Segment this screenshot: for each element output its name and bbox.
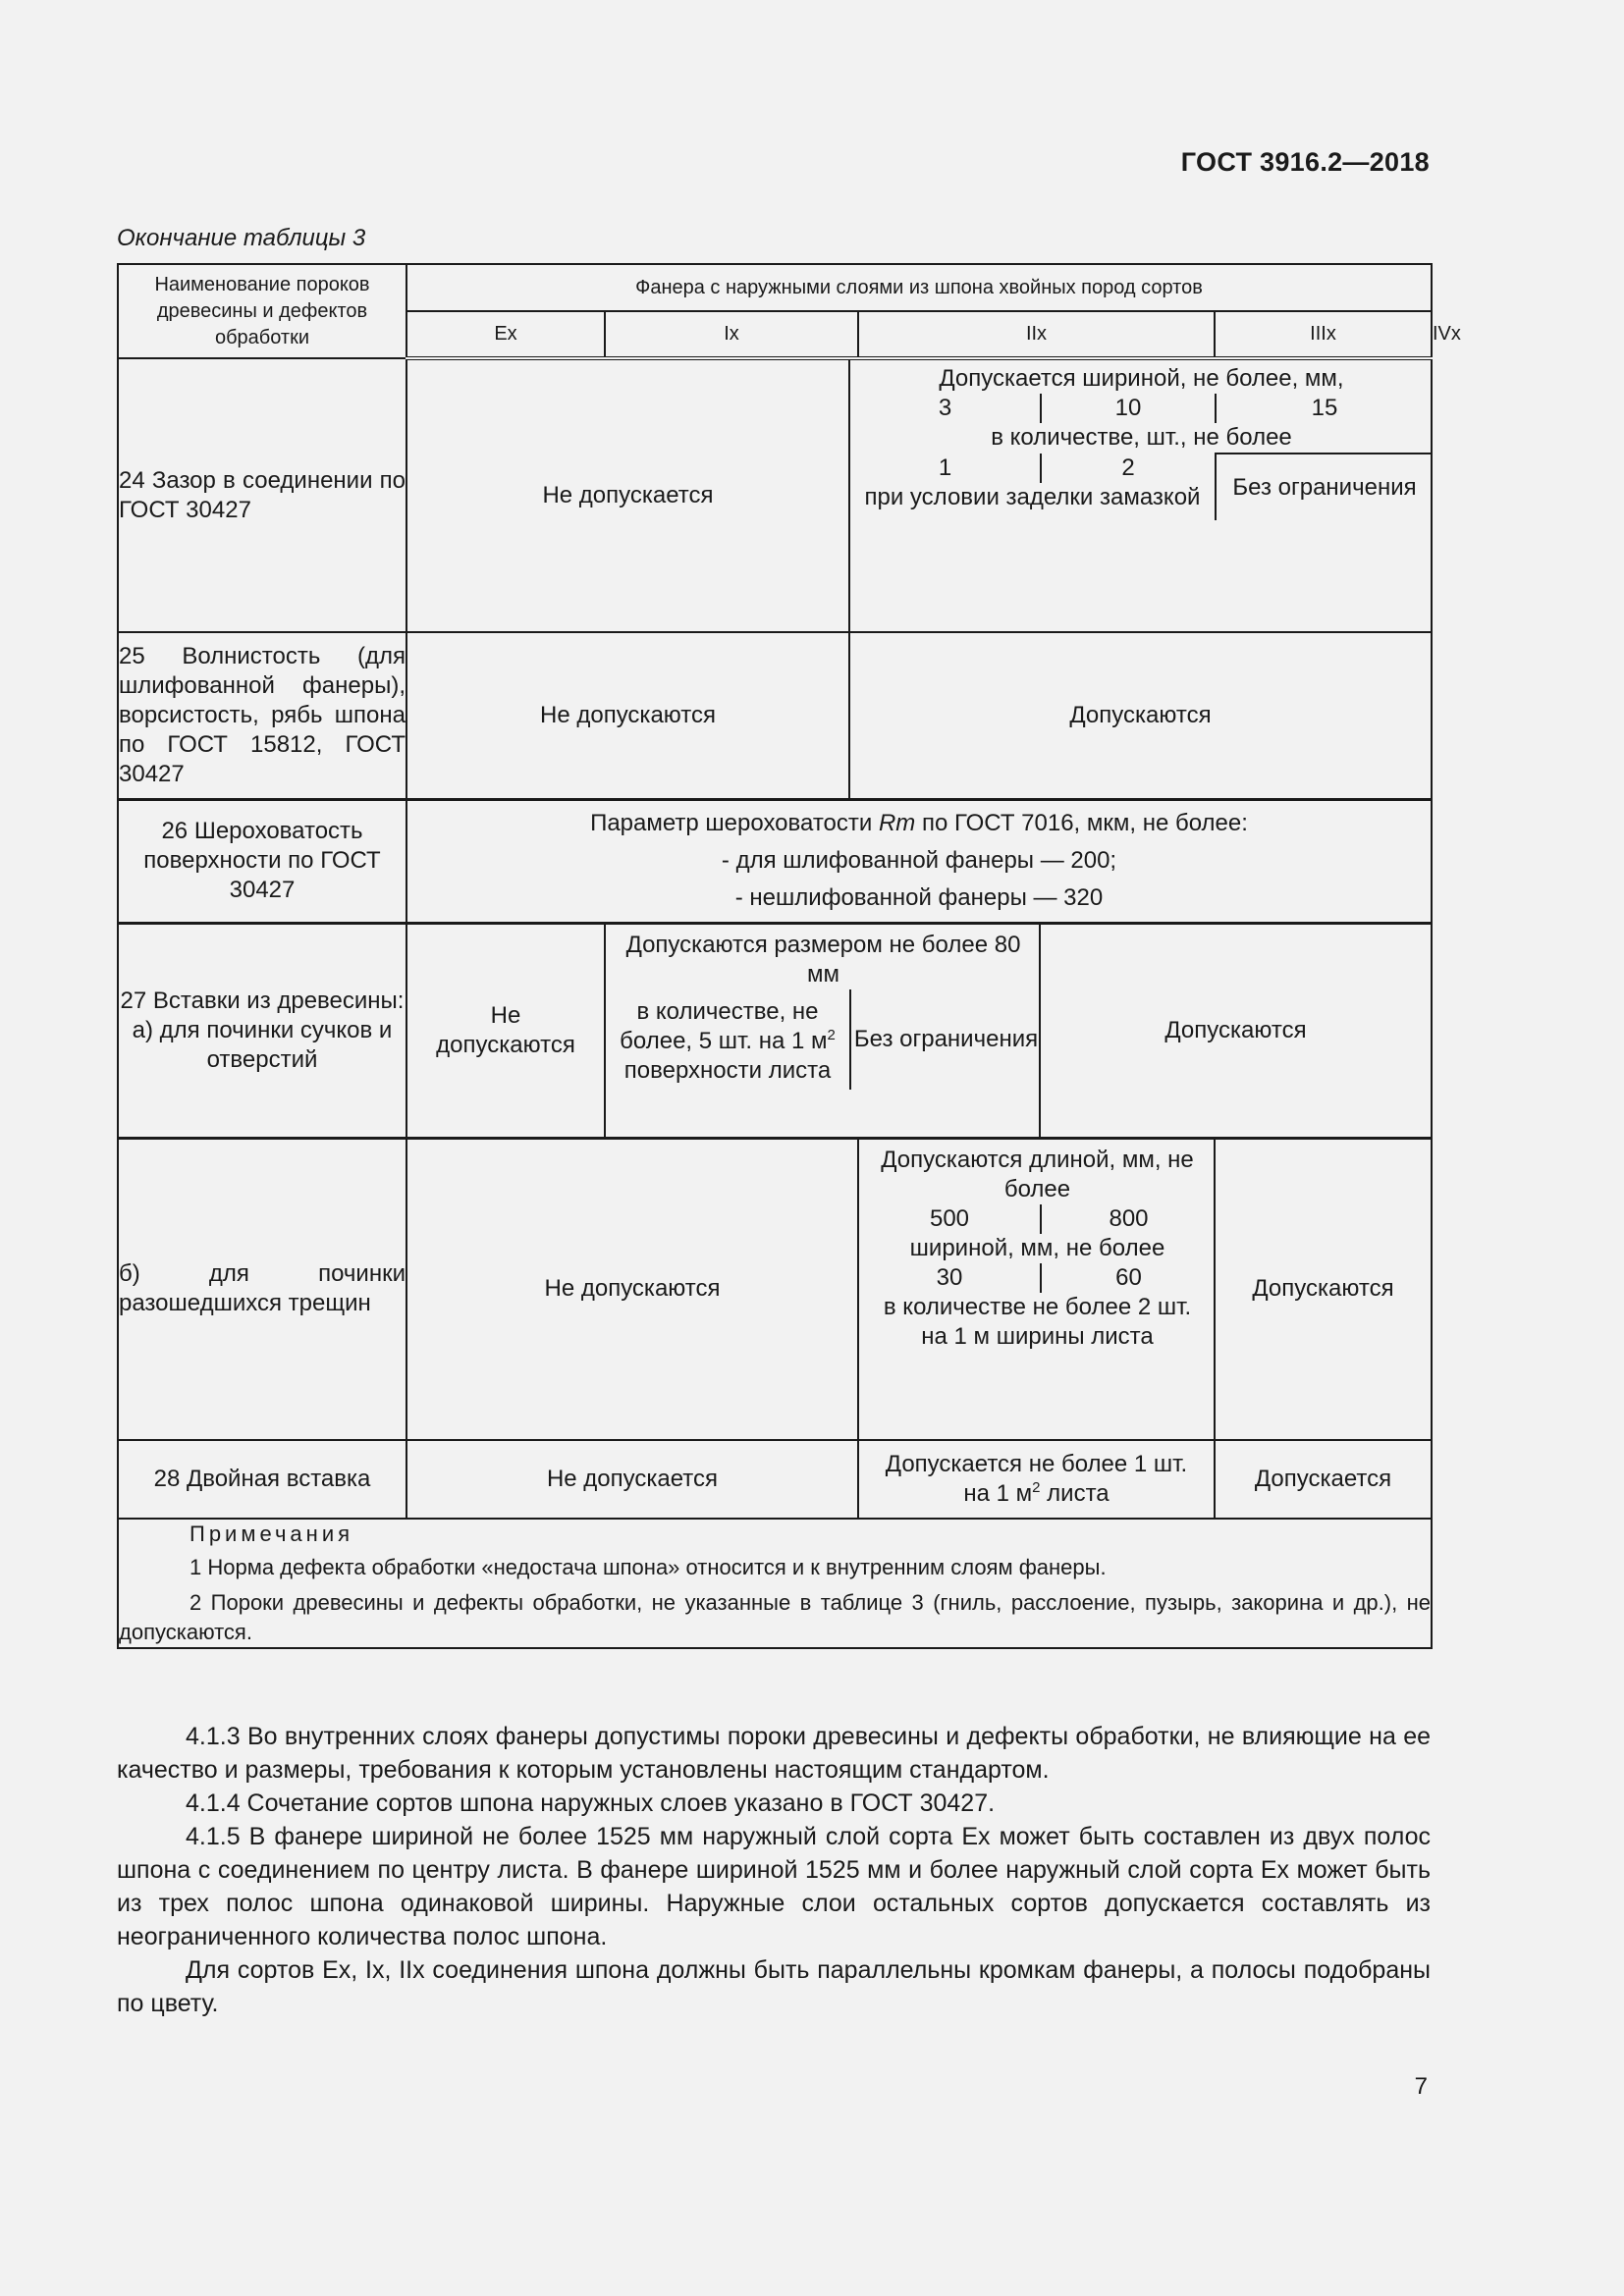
row-name: 24 Зазор в соединении по ГОСТ 30427: [118, 358, 406, 632]
row27-title: 27 Вставки из древесины:: [120, 987, 405, 1014]
cracks-width-iiix: 60: [1041, 1263, 1216, 1293]
cell-roughness: [406, 799, 1432, 923]
notes-row: [118, 1519, 1432, 1648]
clause-4-1-5-cont: Для сортов Ex, Ix, IIx соединения шпона должны быть параллельны кромкам фанеры, а полосы подобраны по цвету.: [117, 1956, 1431, 2017]
cell-ex-ix: Не допускаются: [406, 632, 849, 799]
col-header-group: Фанера с наружными слоями из шпона хвойных пород сортов: [406, 264, 1432, 311]
cell-iix-iiix: [858, 1138, 1215, 1440]
note-2: 2 Пороки древесины и дефекты обработки, не указанные в таблице 3 (гниль, расслоение, пузырь, закорина и др.), не допускаются.: [119, 1590, 1431, 1644]
roughness-param-pre: Параметр шероховатости: [590, 810, 879, 836]
notes-title: Примечания: [189, 1522, 354, 1546]
grade-ix: Ix: [605, 311, 858, 358]
roughness-item-sanded: - для шлифованной фанеры — 200;: [721, 847, 1117, 874]
row-name: 26 Шероховатость поверхности по ГОСТ 30427: [118, 799, 406, 923]
cell-ivx: Допускаются: [1215, 1138, 1432, 1440]
gap-width-iiix: 10: [1041, 394, 1216, 423]
note-1: 1 Норма дефекта обработки «недостача шпона» относится и к внутренним слоям фанеры.: [189, 1555, 1107, 1579]
cracks-subtable: [859, 1146, 1216, 1358]
table-row: [118, 632, 1432, 799]
gap-unlimited: Без ограничения: [1216, 454, 1433, 520]
table-caption: Окончание таблицы 3: [117, 225, 366, 251]
cracks-width-label: шириной, мм, не более: [909, 1234, 1165, 1261]
cracks-length-iix: 500: [929, 1204, 970, 1232]
row27-sub-a: а) для починки сучков и отверстий: [132, 1016, 393, 1073]
roughness-param-post: по ГОСТ 7016, мкм, не более:: [915, 810, 1248, 836]
defects-table: Наименование пороков древесины и дефектов обработки Фанера с наружными слоями из шпона хвойных пород сортов Ex Ix IIx IIIx IVx 24 Зазор в соединении по ГОСТ 30427 Не допускается Допускается шириной, не более, мм, 3 10 15 в количестве, шт., не более 1 2 Без ограничения при условии заделки замазкой 25 Волнистость (для шлифованной фанеры), ворсистость, рябь шпона по ГОСТ 15812, ГОСТ 30427 Не допускаются Допускаются 26 Шероховатость поверхности по ГОСТ 30427 Параметр шероховатости Rm по ГОСТ 7016, мкм, не более: - для шлифованной фанеры — 200; - нешлифованной фанеры — 320 27 Вставки из древесины: а) для починки сучков и отверстий Не допускаются Допускаются размером не более 80 мм в количестве, не более, 5 шт. на 1 $м^2$ поверхности листа Без ограничения Допускаются б) для починки разошедшихся трещин Не допускаются Допускаются длиной, мм, не более 500 800 шириной, мм, не более 30 60 в количестве не более 2 шт. на 1 м ширины листа Допускаются 28 Двойная вставка Не допускается Допускается не более 1 шт. на 1 $м^2$ листа Допускается Примечания 1 Норма дефекта обработки «недостача шпона» относится и к внутренним слоям фанеры. 2 Пороки древесины и дефекты обработки, не указанные в таблице 3 (гниль, расслоение, пузырь, закорина и др.), не допускаются.: [117, 263, 1433, 1649]
clause-4-1-4: 4.1.4 Сочетание сортов шпона наружных слоев указано в ГОСТ 30427.: [186, 1789, 996, 1817]
gap-qty-iix: 1: [938, 454, 952, 481]
page-number: 7: [1414, 2073, 1428, 2100]
row-name: 25 Волнистость (для шлифованной фанеры), ворсистость, рябь шпона по ГОСТ 15812, ГОСТ 30427: [118, 632, 406, 799]
row-name: [118, 923, 406, 1138]
cell-ivx: Допускается: [1215, 1440, 1432, 1519]
clause-4-1-3: 4.1.3 Во внутренних слоях фанеры допустимы пороки древесины и дефекты обработки, не влияющие на ее качество и размеры, требования к которым установлены настоящим стандартом.: [117, 1723, 1431, 1784]
cracks-width-iix: 30: [936, 1263, 963, 1291]
standard-code: ГОСТ 3916.2—2018: [1180, 147, 1430, 177]
roughness-symbol: Rm: [878, 810, 916, 836]
grade-iix: IIx: [858, 311, 1215, 358]
grade-iiix: IIIx: [1215, 311, 1432, 358]
cell-ex-ix: Не допускаются: [406, 1138, 858, 1440]
cell-ex-ix: Не допускается: [406, 358, 849, 632]
body-text: [117, 1720, 1431, 2020]
table-row: [118, 1138, 1432, 1440]
table-row: [118, 923, 1432, 1138]
col-header-name: Наименование пороков древесины и дефектов обработки: [118, 264, 406, 358]
gap-subtable: [850, 364, 1433, 520]
cracks-length-iiix: 800: [1041, 1204, 1216, 1234]
cell-ex: Не допускаются: [406, 923, 605, 1138]
cell-ex-ix: Не допускается: [406, 1440, 858, 1519]
table-notes: [118, 1519, 1432, 1648]
table-row: [118, 358, 1432, 632]
gap-width-ivx: 15: [1216, 394, 1433, 423]
inserts-unlimited: Без ограничения: [850, 989, 1041, 1090]
cracks-length-label: Допускаются длиной, мм, не более: [881, 1146, 1194, 1202]
roughness-item-unsanded: - нешлифованной фанеры — 320: [734, 884, 1104, 911]
gap-width-iix: 3: [938, 395, 952, 421]
grade-ex: Ex: [406, 311, 605, 358]
cell-iix-iiix: Допускается не более 1 шт. на 1 $м^2$ листа: [858, 1440, 1215, 1519]
table-row: [118, 799, 1432, 923]
cell-others: Допускаются: [849, 632, 1432, 799]
gap-qty-label: в количестве, шт., не более: [991, 424, 1292, 451]
inserts-qty-label: в количестве, не более, 5 шт. на 1 $м^2$ поверхности листа: [620, 997, 836, 1084]
row-name: б) для починки разошедшихся трещин: [118, 1138, 406, 1440]
gap-qty-iiix: 2: [1041, 454, 1216, 483]
row-name: 28 Двойная вставка: [118, 1440, 406, 1519]
clause-4-1-5: 4.1.5 В фанере шириной не более 1525 мм наружный слой сорта Ex может быть составлен из двух полос шпона с соединением по центру листа. В фанере шириной 1525 мм и более наружный слой сорта Ex может быть из трех полос шпона одинаковой ширины. Наружные слои остальных сортов допускается составлять из неограниченного количества полос шпона.: [117, 1823, 1431, 1950]
cell-gap-allowance: [849, 358, 1432, 632]
inserts-size-label: Допускаются размером не более 80 мм: [625, 931, 1021, 988]
inserts-subtable: [606, 931, 1041, 1090]
cell-ix-iix: [605, 923, 1040, 1138]
cracks-qty-label: в количестве не более 2 шт. на 1 м ширины листа: [883, 1293, 1192, 1350]
gap-width-label: Допускается шириной, не более, мм,: [939, 365, 1344, 392]
cell-others: Допускаются: [1040, 923, 1432, 1138]
gap-condition: при условии заделки замазкой: [864, 484, 1201, 510]
table-row: [118, 1440, 1432, 1519]
